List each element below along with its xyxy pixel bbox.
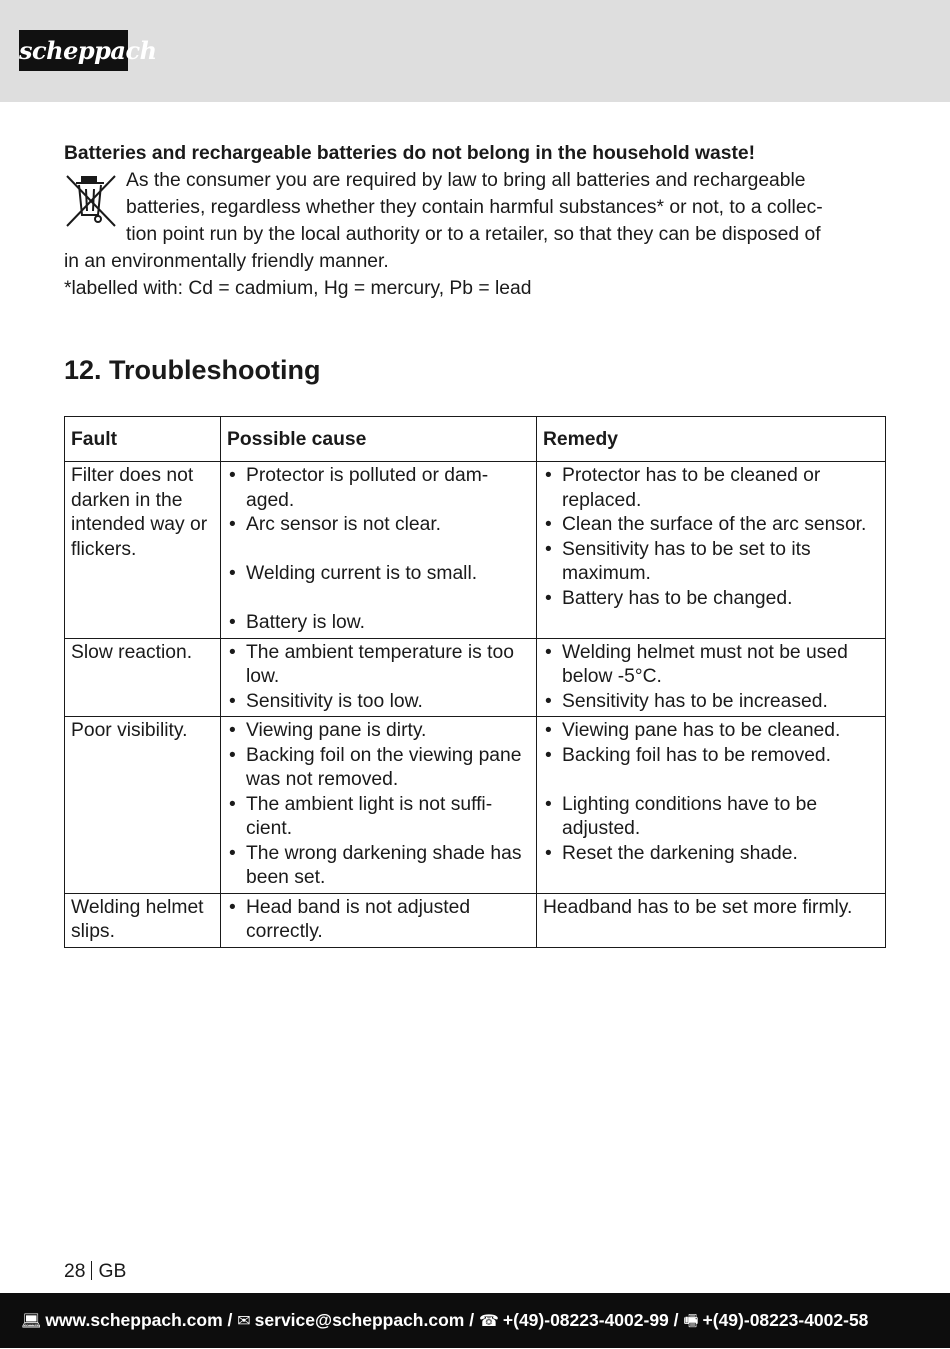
fault-cell: Filter does not darken in the intended way or flickers. — [65, 462, 221, 639]
footer-website-link[interactable]: www.scheppach.com — [45, 1310, 223, 1330]
list-item: • Sensitivity is too low. — [227, 690, 530, 715]
header-band — [0, 0, 950, 102]
footer-bar — [0, 1293, 950, 1348]
list-item: • Sensitivity has to be set to its maximum. — [543, 538, 879, 587]
list-item: • Reset the darkening shade. — [543, 842, 879, 867]
troubleshooting-table — [64, 416, 886, 948]
list-item: • Welding helmet must not be used below -5°C. — [543, 641, 879, 690]
table-header-row — [65, 417, 886, 462]
header-possible-cause: Possible cause — [221, 417, 537, 462]
notice-line: batteries, regardless whether they contain harmful substances* or not, to a collec- — [126, 197, 823, 218]
remedy-cell — [537, 462, 886, 639]
list-item: • Backing foil has to be removed. — [543, 744, 879, 769]
cause-cell — [221, 893, 537, 947]
notice-footnote: *labelled with: Cd = cadmium, Hg = mercury, Pb = lead — [64, 278, 532, 299]
footer-separator: / — [469, 1310, 475, 1330]
crossed-bin-icon — [64, 173, 118, 229]
table-row — [65, 462, 886, 639]
list-item: • Protector is polluted or dam- aged. — [227, 464, 530, 513]
table-row — [65, 717, 886, 894]
table-row — [65, 893, 886, 947]
footer-phone: +(49)-08223-4002-99 — [502, 1310, 669, 1330]
list-item: • Backing foil on the viewing pane was not removed. — [227, 744, 530, 793]
table-row — [65, 638, 886, 717]
footer-separator: / — [673, 1310, 679, 1330]
footer-contacts — [21, 1293, 868, 1349]
list-item: • The wrong darkening shade has been set. — [227, 842, 530, 891]
header-fault: Fault — [65, 417, 221, 462]
remedy-cell: Headband has to be set more firmly. — [537, 893, 886, 947]
footer-email-link[interactable]: service@scheppach.com — [254, 1310, 465, 1330]
remedy-cell — [537, 717, 886, 894]
computer-icon: 💻︎ — [21, 1313, 42, 1330]
list-item: • Welding current is to small. — [227, 562, 530, 587]
page-number-value: 28 — [64, 1261, 86, 1282]
list-item: • Protector has to be cleaned or replaced. — [543, 464, 879, 513]
section-title: 12. Troubleshooting — [64, 355, 321, 385]
fault-cell: Welding helmet slips. — [65, 893, 221, 947]
page-language: GB — [98, 1261, 127, 1282]
cause-cell — [221, 717, 537, 894]
footer-fax: +(49)-08223-4002-58 — [702, 1310, 869, 1330]
list-item: • The ambient light is not suffi- cient. — [227, 793, 530, 842]
list-item: • Head band is not adjusted correctly. — [227, 896, 530, 945]
notice-line: As the consumer you are required by law to bring all batteries and rechargeable — [126, 170, 806, 191]
list-item: • Arc sensor is not clear. — [227, 513, 530, 538]
list-item: • Lighting conditions have to be adjusted. — [543, 793, 879, 842]
battery-warning-title: Batteries and rechargeable batteries do not belong in the household waste! — [64, 143, 756, 164]
list-item: • Viewing pane is dirty. — [227, 719, 530, 744]
page-number — [64, 1259, 126, 1285]
list-item: • Battery is low. — [227, 611, 530, 636]
fault-cell: Poor visibility. — [65, 717, 221, 894]
notice-line: in an environmentally friendly manner. — [64, 251, 389, 272]
list-item: • Battery has to be changed. — [543, 587, 879, 612]
page-number-divider — [91, 1261, 92, 1280]
list-item: • Viewing pane has to be cleaned. — [543, 719, 879, 744]
list-item: • Clean the surface of the arc sensor. — [543, 513, 879, 538]
header-remedy: Remedy — [537, 417, 886, 462]
cause-cell — [221, 462, 537, 639]
mail-icon: ✉ — [237, 1313, 251, 1330]
battery-notice — [64, 140, 886, 302]
brand-logo: scheppach — [19, 30, 128, 71]
phone-icon: ☎ — [478, 1313, 499, 1330]
list-item: • Sensitivity has to be increased. — [543, 690, 879, 715]
remedy-cell — [537, 638, 886, 717]
cause-cell — [221, 638, 537, 717]
battery-notice-text — [64, 167, 886, 302]
fax-icon: 🖷︎ — [683, 1313, 699, 1330]
notice-line: tion point run by the local authority or to a retailer, so that they can be disposed of — [126, 224, 821, 245]
list-item: • The ambient temperature is too low. — [227, 641, 530, 690]
footer-separator: / — [227, 1310, 233, 1330]
fault-cell: Slow reaction. — [65, 638, 221, 717]
